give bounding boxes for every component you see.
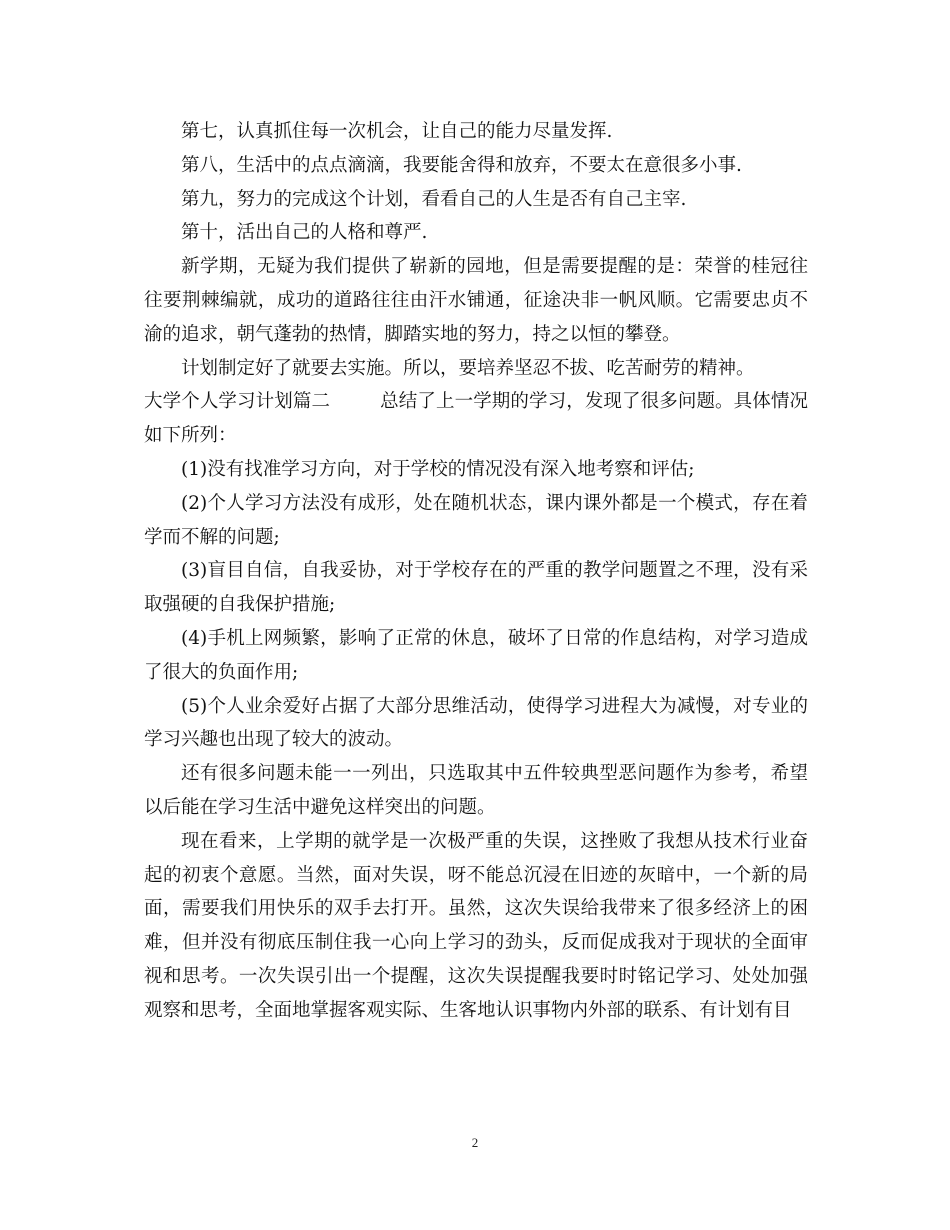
section-intro: 总结了上一学期的学习，发现了很多问题。具体情况如下所列： — [144, 391, 808, 447]
paragraph-eighth: 第八，生活中的点点滴滴，我要能舍得和放弃，不要太在意很多小事. — [181, 154, 742, 176]
paragraph-plan-implementation: 计划制定好了就要去实施。所以，要培养坚忍不拔、吃苦耐劳的精神。 — [181, 357, 755, 379]
paragraph-reflection: 现在看来，上学期的就学是一次极严重的失误，这挫败了我想从技术行业奋起的初衷个意愿。当然，面对失误，呀不能总沉浸在旧迹的灰暗中，一个新的局面，需要我们用快乐的双手去打开。虽然，这次失误给我带来了很多经济上的困难，但并没有彻底压制住我一心向上学习的劲头，反而促成我对于现状的全面审视和思考。一次失误引出一个提醒，这次失误提醒我要时时铭记学习、处处加强观察和思考，全面地掌握客观实际、生客地认识事物内外部的联系、有计划有目 — [144, 830, 808, 1021]
section-heading-paragraph — [144, 385, 808, 453]
document-body — [144, 115, 808, 1028]
list-item-5: (5)个人业余爱好占据了大部分思维活动，使得学习进程大为减慢，对专业的学习兴趣也出现了较大的波动。 — [144, 695, 808, 751]
section-heading: 大学个人学习计划篇二 — [144, 391, 331, 413]
paragraph-ninth: 第九，努力的完成这个计划，看看自己的人生是否有自己主宰. — [181, 188, 687, 210]
list-item-4: (4)手机上网频繁，影响了正常的休息，破坏了日常的作息结构，对学习造成了很大的负面作用; — [144, 627, 808, 683]
paragraph-more-problems: 还有很多问题未能一一列出，只选取其中五件较典型恶问题作为参考，希望以后能在学习生活中避免这样突出的问题。 — [144, 763, 808, 818]
list-item-1: (1)没有找准学习方向，对于学校的情况没有深入地考察和评估; — [181, 458, 695, 480]
list-item-3: (3)盲目自信，自我妥协，对于学校存在的严重的教学问题置之不理，没有采取强硬的自我保护措施; — [144, 560, 808, 616]
paragraph-seventh: 第七，认真抓住每一次机会，让自己的能力尽量发挥. — [181, 121, 613, 142]
paragraph-new-semester: 新学期，无疑为我们提供了崭新的园地，但是需要提醒的是：荣誉的桂冠往往要荆棘编就，成功的道路往往由汗水铺通，征途决非一帆风顺。它需要忠贞不渝的追求，朝气蓬勃的热情，脚踏实地的努力，持之以恒的攀登。 — [144, 256, 808, 345]
page-number: 2 — [471, 1135, 479, 1150]
paragraph-tenth: 第十，活出自己的人格和尊严. — [181, 222, 428, 244]
list-item-2: (2)个人学习方法没有成形，处在随机状态，课内课外都是一个模式，存在着学而不解的问题; — [144, 492, 808, 548]
